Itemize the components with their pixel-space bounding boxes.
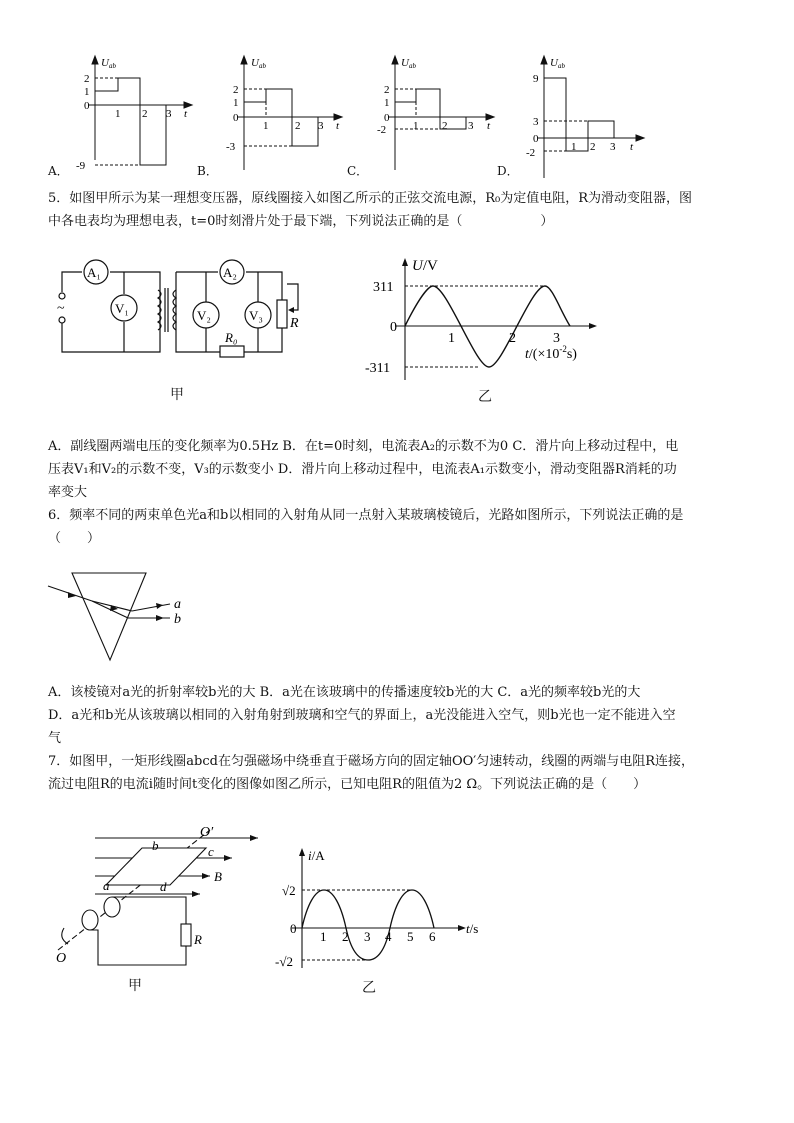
option-a-ytick: 2: [84, 73, 90, 85]
q6-options-line3: 气: [48, 731, 62, 746]
q7-fig-b-caption: 乙: [362, 980, 376, 996]
option-c-xtick: 1: [413, 120, 419, 132]
chart-ylabel: i/A: [308, 848, 325, 863]
option-d-tlabel: t: [630, 141, 634, 153]
option-c-xtick: 3: [468, 120, 474, 132]
q6-options-line2: D．a光和b光从该玻璃以相同的入射角射到玻璃和空气的界面上，a光没能进入空气，则b光也一定不能进入空: [48, 708, 676, 723]
option-a-xtick: 3: [166, 108, 172, 120]
q7-coil-diagram: [45, 822, 275, 972]
chart-xtick: 3: [364, 929, 371, 944]
option-b-ytick: 1: [233, 97, 239, 109]
q6-stem-line1: 6．频率不同的两束单色光a和b以相同的入射角从同一点射入某玻璃棱镜后，光路如图所示，下列说法正确的是: [48, 508, 684, 523]
label-a: a: [103, 878, 110, 893]
meter-a2: A₂: [223, 265, 237, 280]
chart-xtick: 1: [320, 929, 327, 944]
option-c-ylabel: Uab: [401, 57, 416, 70]
option-c-ytick: 1: [384, 97, 390, 109]
q5-options-line3: 率变大: [48, 485, 88, 500]
option-a-ytick: 1: [84, 86, 90, 98]
option-d-label: D．: [497, 164, 519, 178]
chart-xtick: 5: [407, 929, 414, 944]
q4-option-graphs: [40, 48, 760, 188]
meter-v3: V₃: [249, 308, 263, 323]
meter-v1: V₁: [115, 301, 129, 316]
option-d-xtick: 3: [610, 141, 616, 153]
ray-a-label: a: [174, 597, 181, 612]
label-r: R: [194, 932, 202, 947]
option-d-ytick: -2: [526, 147, 536, 159]
q5-fig-b-caption: 乙: [478, 389, 492, 405]
q7-current-chart: [272, 842, 492, 972]
q7-fig-a-caption: 甲: [128, 978, 142, 994]
option-b-ytick: 2: [233, 84, 239, 96]
option-a-tlabel: t: [184, 108, 188, 120]
option-d-ytick: 3: [533, 116, 539, 128]
option-b-xtick: 2: [295, 120, 301, 132]
option-d-ytick: 9: [533, 73, 539, 85]
option-d-xtick: 1: [571, 141, 577, 153]
chart-xtick: 2: [509, 331, 516, 346]
option-b-xtick: 1: [263, 120, 269, 132]
chart-ytick-pos: 311: [373, 280, 394, 295]
label-r: R: [290, 316, 299, 331]
chart-zero: 0: [290, 921, 297, 936]
meter-v2: V₂: [197, 308, 211, 323]
meter-a1: A₁: [87, 265, 101, 280]
q5-transformer-circuit: [50, 255, 310, 365]
q6-prism-diagram: [45, 568, 205, 668]
chart-ytick-neg: -√2: [275, 954, 293, 969]
chart-ylabel: U/V: [412, 258, 438, 274]
prism: [72, 573, 146, 660]
option-a-xtick: 1: [115, 108, 121, 120]
option-b-xtick: 3: [318, 120, 324, 132]
label-b: b: [152, 838, 159, 853]
option-d-xtick: 2: [590, 141, 596, 153]
chart-xtick: 4: [385, 929, 392, 944]
option-c-label: C．: [347, 164, 369, 178]
q6-options-line1: A．该棱镜对a光的折射率较b光的大 B．a光在该玻璃中的传播速度较b光的大 C．a光的频率较b光的大: [48, 685, 641, 700]
option-c-ytick: 2: [384, 84, 390, 96]
label-c: c: [208, 844, 214, 859]
chart-xlabel: $t/(\times 10^{-2}s)$: [525, 344, 577, 362]
option-c-xtick: 2: [442, 120, 448, 132]
option-b-tlabel: t: [336, 120, 340, 132]
q5-fig-a-caption: 甲: [170, 387, 184, 403]
source-symbol: ~: [57, 301, 65, 316]
option-c-ytick: 0: [384, 112, 390, 124]
option-a-xtick: 2: [142, 108, 148, 120]
option-d-ytick: 0: [533, 133, 539, 145]
current-curve: [302, 890, 434, 960]
chart-ytick-pos: √2: [282, 883, 296, 898]
label-r0: R₀: [225, 330, 238, 345]
q6-stem-line2: （ ）: [48, 531, 101, 546]
option-c-tlabel: t: [487, 120, 491, 132]
label-o-prime: O′: [200, 825, 214, 840]
q5-options-line2: 压表V₁和V₂的示数不变，V₃的示数变小 D．滑片向上移动过程中，电流表A₁示数变小，滑动变阻器R消耗的功: [48, 462, 677, 477]
q5-stem-line1: 5．如图甲所示为某一理想变压器，原线圈接入如图乙所示的正弦交流电源，R₀为定值电阻，R为滑动变阻器，图: [48, 191, 693, 206]
chart-zero: 0: [390, 320, 397, 335]
q7-stem-line2: 流过电阻R的电流i随时间t变化的图像如图乙所示，已知电阻R的阻值为2 Ω。下列说法正确的是（ ）: [48, 777, 647, 792]
chart-xlabel: t/s: [466, 921, 479, 936]
label-field-b: B: [214, 869, 222, 884]
q5-options-line1: A．副线圈两端电压的变化频率为0.5Hz B．在t=0时刻，电流表A₂的示数不为0 C．滑片向上移动过程中，电: [48, 439, 679, 454]
option-a-ytick: 0: [84, 100, 90, 112]
option-b-ytick: -3: [226, 141, 236, 153]
option-a-ylabel: Uab: [101, 57, 116, 70]
option-b-graph: [238, 56, 342, 170]
q5-voltage-chart: [355, 250, 610, 395]
chart-xtick: 1: [448, 331, 455, 346]
option-a-graph: [88, 56, 192, 165]
option-b-ytick: 0: [233, 112, 239, 124]
chart-ytick-neg: -311: [365, 361, 391, 376]
option-a-label: A．: [48, 164, 69, 178]
chart-xtick: 2: [342, 929, 349, 944]
q7-stem-line1: 7．如图甲，一矩形线圈abcd在匀强磁场中绕垂直于磁场方向的固定轴OO′匀速转动，线圈的两端与电阻R连接，: [48, 754, 695, 769]
chart-xtick: 6: [429, 929, 436, 944]
chart-xtick: 3: [553, 331, 560, 346]
q5-stem-line2: 中各电表均为理想电表，t=0时刻滑片处于最下端，下列说法正确的是（ ）: [48, 214, 554, 229]
option-b-label: B．: [197, 164, 218, 178]
option-c-graph: [388, 56, 494, 170]
option-d-graph: [538, 56, 644, 178]
label-d: d: [160, 879, 167, 894]
option-d-ylabel: Uab: [550, 57, 565, 70]
option-b-ylabel: Uab: [251, 57, 266, 70]
option-c-ytick: -2: [377, 124, 387, 136]
ray-b-label: b: [174, 612, 181, 627]
option-a-ytick: -9: [76, 160, 86, 172]
coil: [106, 848, 206, 885]
label-o: O: [56, 951, 67, 966]
